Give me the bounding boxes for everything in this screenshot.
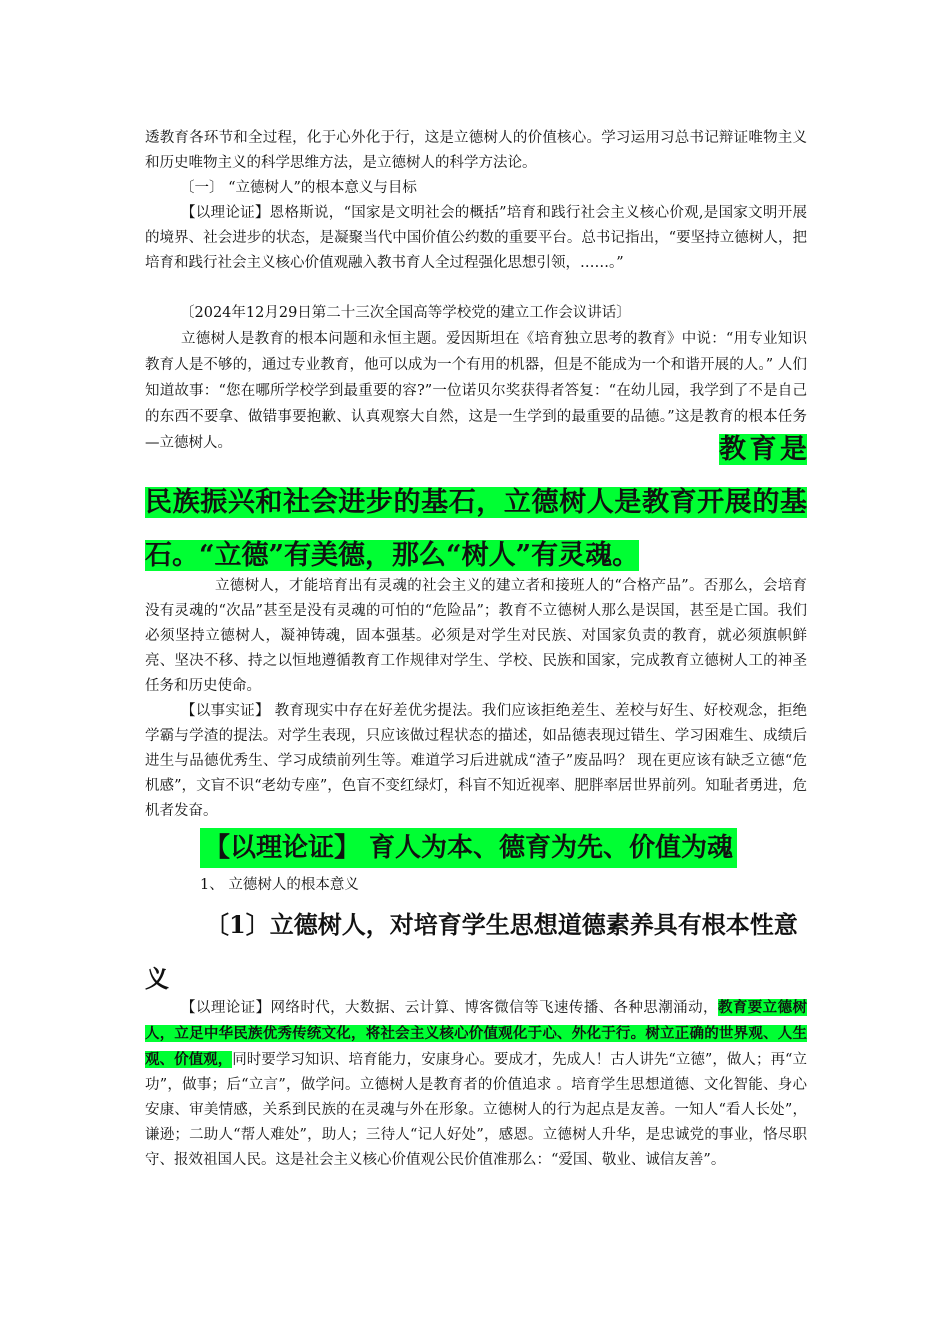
- theory2-rest: 同时要学习知识、培育能力，安康身心。要成才，先成人！古人讲先“立德”，做人；再“立功”，做事；后“立言”，做学问。立德树人是教育者的价值追求 。培育学生思想道德、文化智能、身心安康、审美情感，关系到民族的在灵魂与外在形象。立德树人的行为起点是友善。一知人“看人长处”，谦逊；二助人“帮人难处”，助人；三待人“记人好处”，感恩。立德树人升华，是忠诚党的事业，恪尽职守、报效祖国人民。这是社会主义核心价值观公民价值准那么：“爱国、敬业、诚信友善”。: [145, 1052, 807, 1168]
- subsection-heading: 1、 立德树人的根本意义: [200, 877, 359, 893]
- theory-paragraph-1: 【以理论证】恩格斯说，“国家是文明社会的概括”培育和践行社会主义核心价观,是国家文明开展的境界、社会进步的状态，是凝聚当代中国价值公约数的重要平台。总书记指出，“要坚持立德树人，把培育和践行社会主义核心价值观融入教书育人全过程强化思想引领，……。”: [145, 205, 807, 271]
- citation: 〔2024年12月29日第二十三次全国高等学校党的建立工作会议讲话〕: [180, 305, 631, 321]
- facts-paragraph: 【以事实证】 教育现实中存在好差优劣提法。我们应该拒绝差生、差校与好生、好校观念，拒绝学霸与学渣的提法。对学生表现，只应该做过程状态的描述，如品德表现过错生、学习困难生、成绩后进生与品德优秀生、学习成绩前列生等。难道学习后进就成“渣子”废品吗？ 现在更应该有缺乏立德“危机感”，文盲不识“老幼专座”，色盲不变红绿灯，科盲不知近视率、肥胖率居世界前列。知耻者勇进，危机者发奋。: [145, 703, 807, 819]
- theory2-lead: 【以理论证】网络时代，大数据、云计算、博客微信等飞速传播、各种思潮涌动，: [181, 1000, 718, 1016]
- soul-paragraph: 立德树人，才能培育出有灵魂的社会主义的建立者和接班人的“合格产品”。否那么，会培育没有灵魂的“次品”甚至是没有灵魂的可怕的“危险品”；教育不立德树人那么是误国，甚至是亡国。我们必须坚持立德树人，凝神铸魂，固本强基。必须是对学生对民族、对国家负责的教育，就必须旗帜鲜亮、坚决不移、持之以恒地遵循教育工作规律对学生、学校、民族和国家，完成教育立德树人工的神圣任务和历史使命。: [145, 578, 807, 694]
- einstein-paragraph: 立德树人是教育的根本问题和永恒主题。爱因斯坦在《培育独立思考的教育》中说：“用专业知识教育人是不够的，通过专业教育，他可以成为一个有用的机器，但是不能成为一个和谐开展的人。” 人们知道故事：“您在哪所学校学到最重要的容?”一位诺贝尔奖获得者答复：“在幼儿园，我学到了不是自己的东西不要拿、做错事要抱歉、认真观察大自然，这是一生学到的最重要的品德。”这是教育的根本任务—立德树人。: [145, 331, 807, 451]
- emphasis-highlight: 教育是民族振兴和社会进步的基石，立德树人是教育开展的基石。“立德”有美德，那么“树人”有灵魂。: [145, 434, 807, 571]
- emphasis-statement: [145, 423, 807, 582]
- theory-paragraph-2: [145, 995, 807, 1173]
- subsection-heading-large: 〔1〕立德树人，对培育学生思想道德素养具有根本性意义: [145, 910, 798, 993]
- theory-banner: 【以理论证】 育人为本、德育为先、价值为魂: [200, 828, 737, 868]
- intro-paragraph: 透教育各环节和全过程，化于心外化于行，这是立德树人的价值核心。学习运用习总书记辩证唯物主义和历史唯物主义的科学思维方法，是立德树人的科学方法论。: [145, 130, 807, 171]
- section-title: 〔一〕 “立德树人”的根本意义与目标: [180, 180, 417, 196]
- theory2-highlight: 教育要立德树人，立足中华民族优秀传统文化，将社会主义核心价值观化于心、外化于行。树立正确的世界观、人生观、价值观，: [145, 999, 808, 1068]
